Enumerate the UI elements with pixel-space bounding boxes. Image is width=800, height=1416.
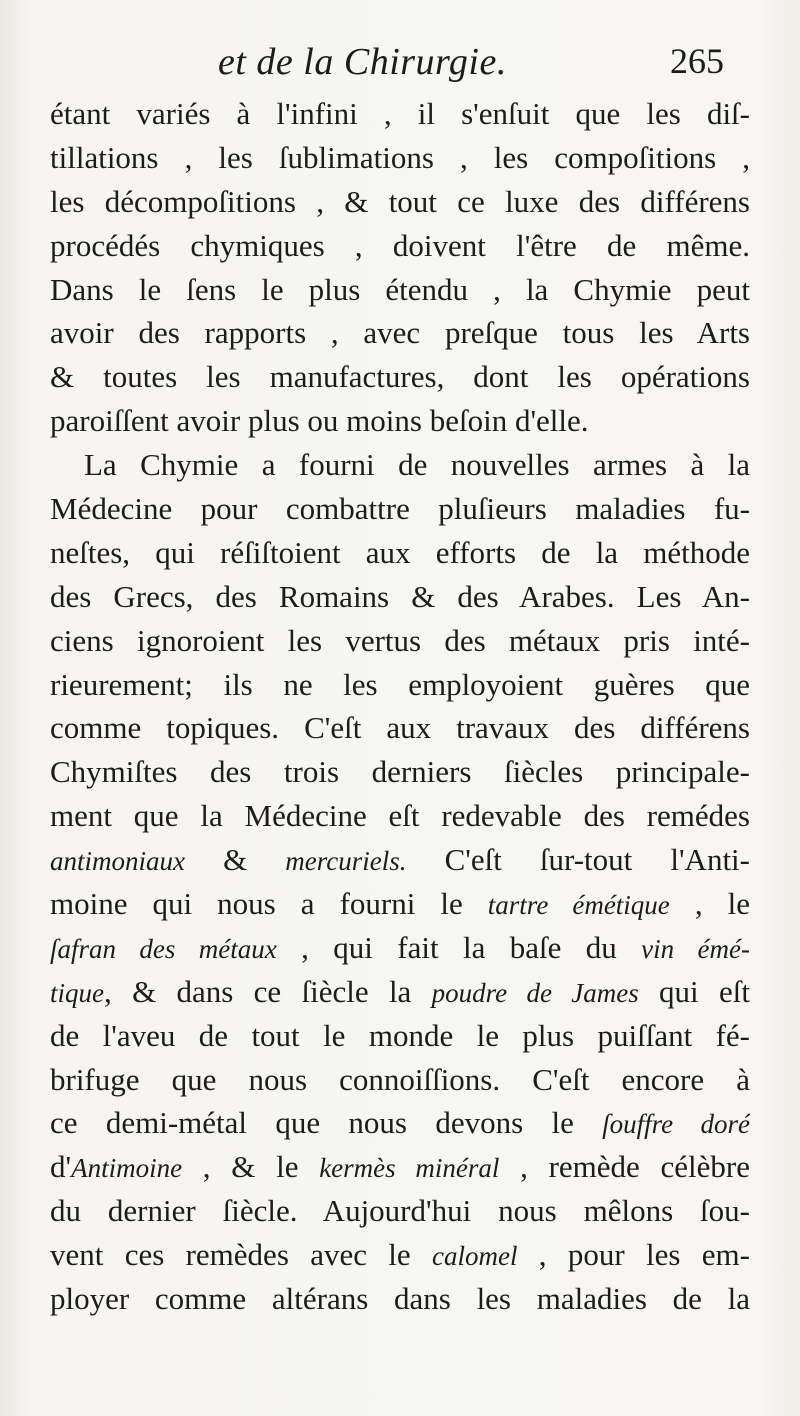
text-segment: rieurement; ils ne les employoient guères que	[50, 666, 750, 702]
text-line	[50, 706, 750, 750]
page-number: 265	[670, 41, 724, 81]
text-line	[50, 224, 750, 268]
text-segment: Médecine pour combattre pluſieurs maladies fu-	[50, 491, 750, 527]
italic-text: kermès minéral	[319, 1153, 500, 1184]
running-title: et de la Chirurgie.	[218, 41, 507, 83]
text-segment: d'	[50, 1149, 72, 1185]
text-line	[50, 443, 750, 487]
italic-text: calomel	[432, 1241, 518, 1272]
text-line	[50, 180, 750, 224]
text-line	[50, 838, 750, 882]
text-segment: , remède célèbre	[499, 1149, 750, 1185]
body-text	[50, 92, 750, 1321]
text-segment: ployer comme altérans dans les maladies de la	[50, 1281, 750, 1317]
text-segment: &	[185, 842, 286, 878]
text-line	[50, 970, 750, 1014]
text-line	[50, 1277, 750, 1321]
text-segment: Chymiſtes des trois derniers ſiècles principale-	[50, 754, 750, 790]
page-header	[0, 40, 800, 90]
text-segment: , & dans ce ſiècle la	[104, 973, 432, 1009]
text-line	[50, 1058, 750, 1102]
paragraph	[50, 443, 750, 1321]
text-segment: ment que la Médecine eſt redevable des remédes	[50, 798, 750, 834]
text-line	[50, 92, 750, 136]
text-line	[50, 926, 750, 970]
text-segment: ce demi-métal que nous devons le	[50, 1105, 603, 1141]
text-segment: des Grecs, des Romains & des Arabes. Les An-	[50, 578, 750, 614]
text-segment: C'eſt ſur-tout l'Anti-	[406, 842, 750, 878]
italic-text: Antimoine	[71, 1153, 183, 1184]
text-line	[50, 794, 750, 838]
text-line	[50, 663, 750, 707]
italic-text: tique	[50, 977, 104, 1008]
text-segment: , & le	[182, 1149, 320, 1185]
italic-text: antimoniaux	[50, 846, 185, 877]
text-segment: neſtes, qui réſiſtoient aux efforts de la méthode	[50, 534, 750, 570]
text-line	[50, 1189, 750, 1233]
text-line	[50, 750, 750, 794]
text-segment: procédés chymiques , doivent l'être de même.	[50, 227, 750, 263]
text-segment: moine qui nous a fourni le	[50, 886, 488, 922]
italic-text: ſafran des métaux	[50, 933, 277, 964]
text-segment: La Chymie a fourni de nouvelles armes à la	[84, 447, 750, 483]
text-line	[50, 882, 750, 926]
text-segment: tillations , les ſublimations , les compoſitions ,	[50, 139, 750, 175]
text-segment: paroiſſent avoir plus ou moins beſoin d'elle.	[50, 403, 589, 439]
text-segment: étant variés à l'infini , il s'enſuit que les diſ-	[50, 96, 750, 131]
italic-text: mercuriels.	[285, 846, 407, 877]
text-segment: Dans le ſens le plus étendu , la Chymie peut	[50, 271, 750, 307]
text-segment: ciens ignoroient les vertus des métaux pris inté-	[50, 622, 750, 658]
text-line	[50, 311, 750, 355]
text-line	[50, 619, 750, 663]
text-segment: brifuge que nous connoiſſions. C'eſt encore à	[50, 1061, 750, 1097]
italic-text: poudre de James	[431, 977, 639, 1008]
italic-text: vin émé-	[641, 933, 750, 964]
text-line	[50, 399, 750, 443]
italic-text: ſouffre doré	[602, 1109, 750, 1140]
text-line	[50, 136, 750, 180]
text-line	[50, 355, 750, 399]
text-segment: comme topiques. C'eſt aux travaux des différens	[50, 710, 750, 746]
text-segment: , le	[669, 886, 750, 922]
text-line	[50, 1145, 750, 1189]
text-line	[50, 487, 750, 531]
text-segment: , qui fait la baſe du	[276, 929, 642, 965]
text-line	[50, 1014, 750, 1058]
text-line	[50, 1101, 750, 1145]
text-segment: , pour les em-	[517, 1237, 750, 1273]
paragraph	[50, 92, 750, 443]
text-segment: les décompoſitions , & tout ce luxe des différens	[50, 183, 750, 219]
text-segment: avoir des rapports , avec preſque tous les Arts	[50, 315, 750, 351]
text-line	[50, 575, 750, 619]
text-segment: de l'aveu de tout le monde le plus puiſſant fé-	[50, 1017, 750, 1053]
italic-text: tartre émétique	[487, 890, 670, 921]
text-line	[50, 1233, 750, 1277]
text-segment: & toutes les manufactures, dont les opérations	[50, 359, 750, 395]
text-line	[50, 268, 750, 312]
text-segment: vent ces remèdes avec le	[50, 1237, 432, 1273]
text-line	[50, 531, 750, 575]
text-segment: qui eſt	[638, 973, 750, 1009]
text-segment: du dernier ſiècle. Aujourd'hui nous mêlons ſou-	[50, 1193, 750, 1229]
